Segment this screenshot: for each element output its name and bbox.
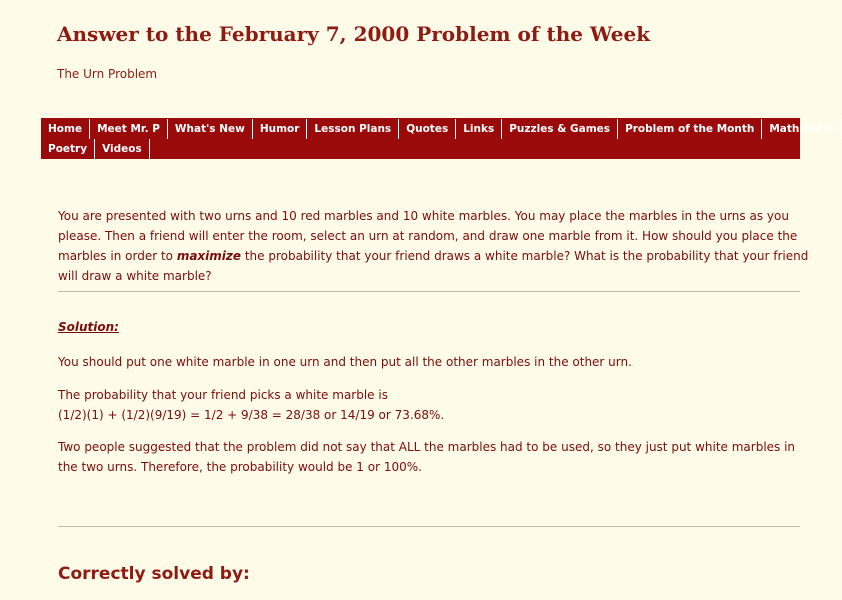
- nav-item-links[interactable]: Links: [456, 119, 502, 139]
- solution-label: Solution:: [58, 320, 119, 334]
- page-subtitle: The Urn Problem: [57, 67, 158, 81]
- problem-emphasis: maximize: [176, 249, 242, 263]
- nav-item-videos[interactable]: Videos: [95, 139, 150, 159]
- nav-item-problem-of-the-month[interactable]: Problem of the Month: [618, 119, 762, 139]
- nav-item-puzzles-games[interactable]: Puzzles & Games: [502, 119, 618, 139]
- navigation-bar: [41, 118, 835, 159]
- nav-item-meet-mr-p[interactable]: Meet Mr. P: [90, 119, 168, 139]
- solution-answer: You should put one white marble in one urn and then put all the other marbles in the other urn.: [58, 355, 632, 369]
- nav-item-poetry[interactable]: Poetry: [41, 139, 95, 159]
- divider-top: [58, 291, 800, 292]
- problem-text-part-2: the probability that your friend draws a white marble? What is the probability that your friend will draw a white marble?: [58, 249, 809, 283]
- solution-alternate-2: the two urns. Therefore, the probability would be 1 or 100%.: [58, 460, 422, 474]
- nav-item-home[interactable]: Home: [41, 119, 90, 139]
- nav-row-1: [41, 119, 842, 139]
- nav-item-math-facts[interactable]: Math Facts: [762, 119, 842, 139]
- nav-item-humor[interactable]: Humor: [253, 119, 308, 139]
- problem-statement: [58, 206, 818, 286]
- problem-text-part-1: You are presented with two urns and 10 red marbles and 10 white marbles. You may place the marbles in the urns as you please. Then a friend will enter the room, select an urn at random, and draw one marble from it. How should you place the marbles in order to: [58, 209, 798, 263]
- divider-bottom: [58, 526, 800, 527]
- page-title: Answer to the February 7, 2000 Problem of the Week: [57, 22, 651, 46]
- solution-alternate-1: Two people suggested that the problem did not say that ALL the marbles had to be used, so they just put white marbles in: [58, 440, 796, 454]
- nav-item-lesson-plans[interactable]: Lesson Plans: [307, 119, 399, 139]
- nav-row-2: [41, 139, 150, 159]
- solved-by-heading: Correctly solved by:: [58, 564, 250, 584]
- solution-probability-formula: (1/2)(1) + (1/2)(9/19) = 1/2 + 9/38 = 28/38 or 14/19 or 73.68%.: [58, 408, 445, 422]
- nav-item-quotes[interactable]: Quotes: [399, 119, 456, 139]
- solution-probability-intro: The probability that your friend picks a white marble is: [58, 388, 388, 402]
- nav-item-whats-new[interactable]: What's New: [168, 119, 253, 139]
- problem-section: [58, 206, 809, 286]
